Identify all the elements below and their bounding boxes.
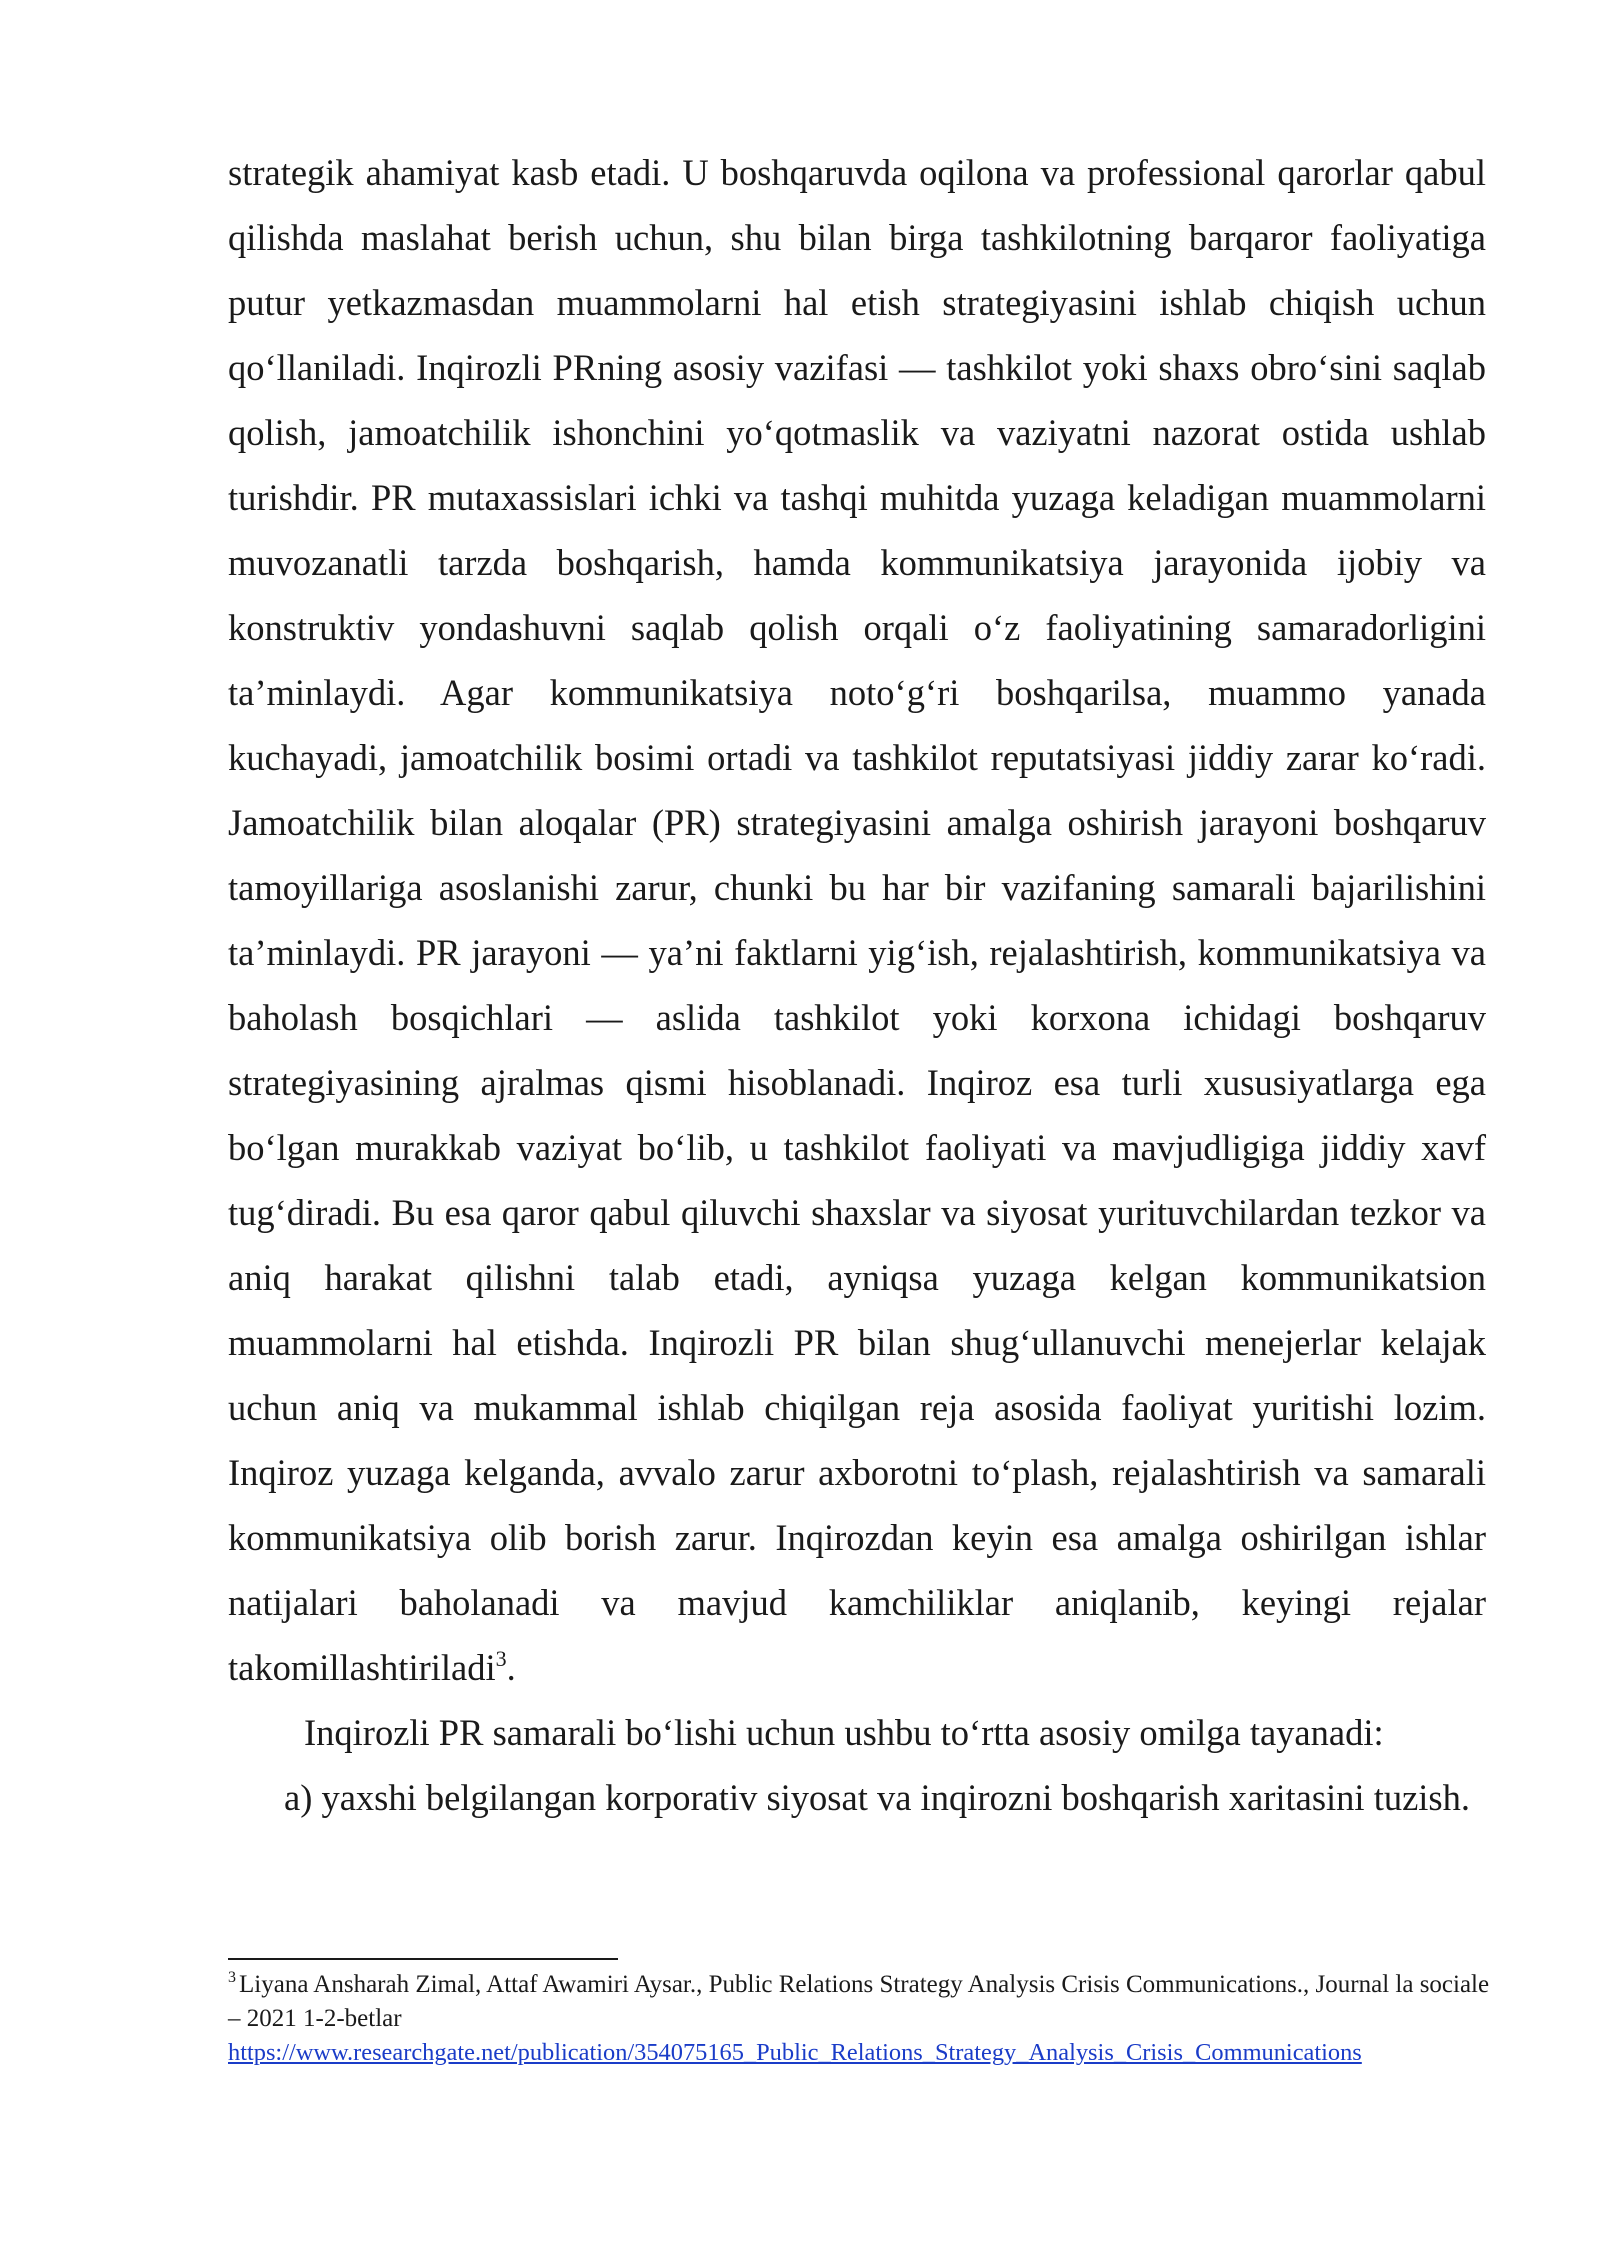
list-item-a: a) yaxshi belgilangan korporativ siyosat va inqirozni boshqarish xaritasini tuzish. bbox=[284, 1777, 1471, 1818]
body-paragraph bbox=[228, 140, 1486, 1700]
footnote-number: 3 bbox=[228, 1969, 236, 1986]
footnote bbox=[228, 1968, 1490, 2070]
body-paragraph-intro-factors: Inqirozli PR samarali boʻlishi uchun ushbu toʻrtta asosiy omilga tayanadi: bbox=[304, 1712, 1384, 1753]
footnote-reference[interactable]: 3 bbox=[495, 1646, 507, 1671]
footnote-separator bbox=[228, 1958, 618, 1960]
document-page bbox=[228, 140, 1486, 1830]
footnote-link[interactable]: https://www.researchgate.net/publication/354075165_Public_Relations_Strategy_Analysis_Crisis_Communications bbox=[228, 2039, 1362, 2066]
footnote-text: Liyana Ansharah Zimal, Attaf Awamiri Aysar., Public Relations Strategy Analysis Crisis Communications., Journal la sociale – 2021 1-2-betlar bbox=[228, 1971, 1490, 2032]
body-paragraph-text: strategik ahamiyat kasb etadi. U boshqaruvda oqilona va professional qarorlar qabul qilishda maslahat berish uchun, shu bilan birga tashkilotning barqaror faoliyatiga putur yetkazmasdan muammolarni hal etish strategiyasini ishlab chiqish uchun qoʻllaniladi. Inqirozli PRning asosiy vazifasi — tashkilot yoki shaxs obroʻsini saqlab qolish, jamoatchilik ishonchini yoʻqotmaslik va vaziyatni nazorat ostida ushlab turishdir. PR mutaxassislari ichki va tashqi muhitda yuzaga keladigan muammolarni muvozanatli tarzda boshqarish, hamda kommunikatsiya jarayonida ijobiy va konstruktiv yondashuvni saqlab qolish orqali oʻz faoliyatining samaradorligini taʼminlaydi. Agar kommunikatsiya notoʻgʻri boshqarilsa, muammo yanada kuchayadi, jamoatchilik bosimi ortadi va tashkilot reputatsiyasi jiddiy zarar koʻradi. Jamoatchilik bilan aloqalar (PR) strategiyasini amalga oshirish jarayoni boshqaruv tamoyillariga asoslanishi zarur, chunki bu har bir vazifaning samarali bajarilishini taʼminlaydi. PR jarayoni — yaʼni faktlarni yigʻish, rejalashtirish, kommunikatsiya va baholash bosqichlari — aslida tashkilot yoki korxona ichidagi boshqaruv strategiyasining ajralmas qismi hisoblanadi. Inqiroz esa turli xususiyatlarga ega boʻlgan murakkab vaziyat boʻlib, u tashkilot faoliyati va mavjudligiga jiddiy xavf tugʻdiradi. Bu esa qaror qabul qiluvchi shaxslar va siyosat yurituvchilardan tezkor va aniq harakat qilishni talab etadi, ayniqsa yuzaga kelgan kommunikatsion muammolarni hal etishda. Inqirozli PR bilan shugʻullanuvchi menejerlar kelajak uchun aniq va mukammal ishlab chiqilgan reja asosida faoliyat yuritishi lozim. Inqiroz yuzaga kelganda, avvalo zarur axborotni toʻplash, rejalashtirish va samarali kommunikatsiya olib borish zarur. Inqirozdan keyin esa amalga oshirilgan ishlar natijalari baholanadi va mavjud kamchiliklar aniqlanib, keyingi rejalar takomillashtiriladi bbox=[228, 152, 1486, 1688]
body-paragraph-end: . bbox=[506, 1647, 516, 1688]
